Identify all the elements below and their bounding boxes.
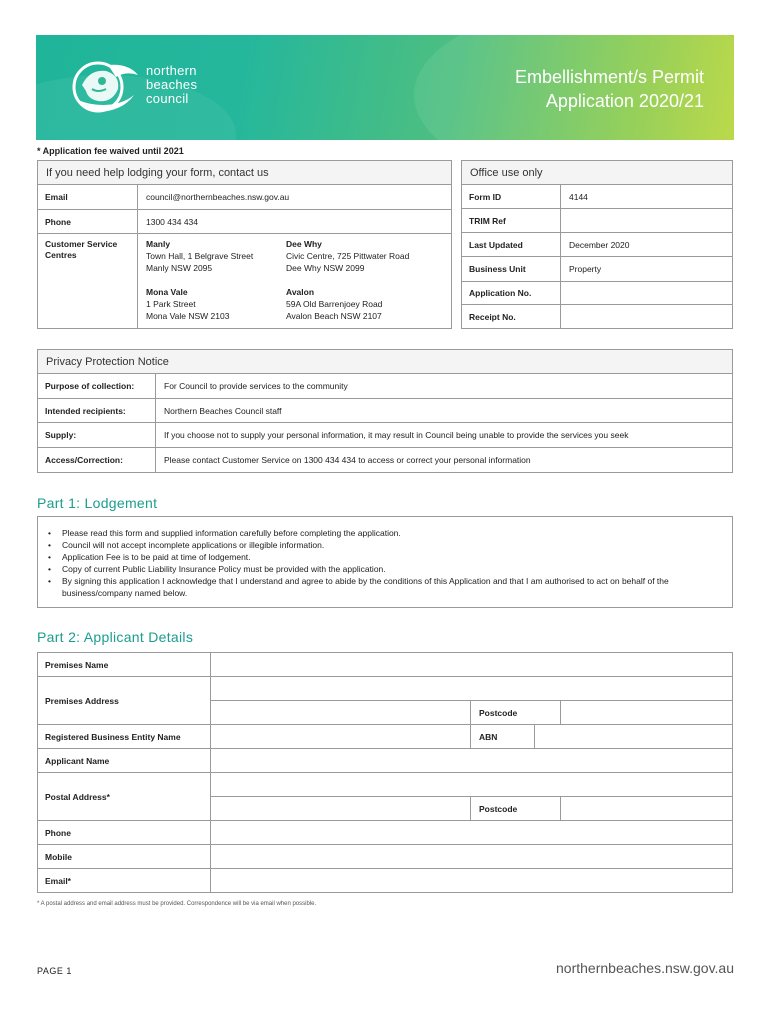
centre-line1: Town Hall, 1 Belgrave Street — [146, 251, 254, 261]
office-value — [561, 209, 732, 232]
email-value[interactable]: council@northernbeaches.nsw.gov.au — [146, 192, 290, 202]
lodgement-box — [37, 516, 733, 608]
list-item: • Application Fee is to be paid at time of lodgement. — [48, 551, 722, 563]
logo-line-2: beaches — [146, 77, 198, 92]
centre-mona-vale — [146, 286, 286, 322]
premises-name-row — [38, 653, 732, 677]
centre-name: Avalon — [286, 287, 315, 297]
postcode-label: Postcode — [470, 701, 561, 724]
premises-address-fields — [211, 677, 732, 724]
office-row — [462, 209, 732, 233]
privacy-label: Supply: — [38, 423, 156, 447]
office-use-box — [461, 160, 733, 329]
office-row — [462, 233, 732, 257]
office-row — [462, 185, 732, 209]
email-label: Email — [38, 185, 138, 209]
centre-line2: Manly NSW 2095 — [146, 263, 213, 273]
applicant-details-form — [37, 652, 733, 893]
centres-list — [138, 234, 451, 328]
logo-wordmark — [146, 64, 197, 106]
premises-address-input-2[interactable] — [211, 701, 470, 724]
postcode-label: Postcode — [470, 797, 561, 820]
email-field-label: Email* — [38, 869, 211, 892]
office-label: Last Updated — [462, 233, 561, 256]
postal-address-label: Postal Address* — [38, 773, 211, 820]
help-contact-box — [37, 160, 452, 329]
office-value — [561, 305, 732, 328]
centres-label: Customer Service Centres — [38, 234, 138, 328]
privacy-row — [38, 374, 732, 399]
footnote: * A postal address and email address must be provided. Correspondence will be via email when possible. — [37, 901, 317, 907]
mobile-field-label: Mobile — [38, 845, 211, 868]
postal-address-input-1[interactable] — [211, 773, 732, 797]
office-label: Application No. — [462, 282, 561, 304]
premises-postcode-input[interactable] — [561, 701, 732, 724]
fee-note: * Application fee waived until 2021 — [37, 146, 184, 156]
privacy-label: Purpose of collection: — [38, 374, 156, 398]
email-field-row — [38, 869, 732, 892]
logo-line-3: council — [146, 91, 189, 106]
part1-title: Part 1: Lodgement — [37, 495, 158, 511]
privacy-box — [37, 349, 733, 473]
phone-row — [38, 210, 451, 234]
list-item: • Please read this form and supplied information carefully before completing the application. — [48, 527, 722, 539]
centre-dee-why — [286, 238, 426, 274]
premises-name-label: Premises Name — [38, 653, 211, 676]
phone-label: Phone — [38, 210, 138, 233]
website-link[interactable]: northernbeaches.nsw.gov.au — [556, 960, 734, 976]
office-heading: Office use only — [462, 161, 732, 185]
centre-line1: 59A Old Barrenjoey Road — [286, 299, 383, 309]
privacy-heading: Privacy Protection Notice — [38, 350, 732, 374]
office-label: Business Unit — [462, 257, 561, 281]
page-title — [515, 65, 704, 113]
header-banner — [36, 35, 734, 140]
privacy-value: For Council to provide services to the community — [164, 381, 348, 391]
privacy-row — [38, 399, 732, 423]
premises-address-input-1[interactable] — [211, 677, 732, 701]
help-heading: If you need help lodging your form, contact us — [38, 161, 451, 185]
centre-name: Dee Why — [286, 239, 322, 249]
postal-address-row — [38, 773, 732, 821]
premises-address-label: Premises Address — [38, 677, 211, 724]
centres-pair-2 — [146, 286, 443, 322]
centre-name: Mona Vale — [146, 287, 188, 297]
centre-name: Manly — [146, 239, 171, 249]
centre-line2: Avalon Beach NSW 2107 — [286, 311, 382, 321]
postal-address-input-2[interactable] — [211, 797, 470, 820]
centre-manly — [146, 238, 286, 274]
privacy-label: Access/Correction: — [38, 448, 156, 472]
applicant-name-label: Applicant Name — [38, 749, 211, 772]
business-entity-fields — [211, 725, 732, 748]
title-line-2: Application 2020/21 — [545, 91, 704, 111]
office-value: Property — [569, 264, 602, 274]
privacy-value: If you choose not to supply your personal information, it may result in Council being unable to provide the services you seek — [164, 430, 629, 440]
mobile-input[interactable] — [211, 845, 732, 868]
abn-input[interactable] — [535, 725, 732, 748]
postal-postcode-input[interactable] — [561, 797, 732, 820]
office-value — [561, 282, 732, 304]
part2-title: Part 2: Applicant Details — [37, 629, 194, 645]
premises-address-row — [38, 677, 732, 725]
lodgement-list — [38, 517, 732, 609]
business-entity-row — [38, 725, 732, 749]
phone-value[interactable]: 1300 434 434 — [146, 216, 198, 227]
mobile-field-row — [38, 845, 732, 869]
office-value: December 2020 — [569, 239, 630, 250]
business-entity-label: Registered Business Entity Name — [38, 725, 211, 748]
list-item: • Copy of current Public Liability Insurance Policy must be provided with the application. — [48, 563, 722, 575]
privacy-row — [38, 423, 732, 448]
abn-label: ABN — [470, 725, 535, 748]
privacy-label: Intended recipients: — [38, 399, 156, 422]
office-label: Receipt No. — [462, 305, 561, 328]
list-item: • Council will not accept incomplete applications or illegible information. — [48, 539, 722, 551]
phone-input[interactable] — [211, 821, 732, 844]
email-input[interactable] — [211, 869, 732, 892]
centres-pair-1 — [146, 238, 443, 274]
office-row — [462, 282, 732, 305]
centre-avalon — [286, 286, 426, 322]
council-logo-icon — [68, 55, 140, 117]
centre-line2: Dee Why NSW 2099 — [286, 263, 365, 273]
office-label: TRIM Ref — [462, 209, 561, 232]
privacy-value: Please contact Customer Service on 1300 434 434 to access or correct your personal information — [164, 455, 531, 465]
postal-address-fields — [211, 773, 732, 820]
business-entity-input[interactable] — [211, 725, 470, 748]
title-line-1: Embellishment/s Permit — [514, 67, 704, 87]
email-row — [38, 185, 451, 210]
office-value: 4144 — [569, 191, 588, 202]
page-number: PAGE 1 — [37, 966, 72, 976]
office-row — [462, 305, 732, 328]
privacy-row — [38, 448, 732, 472]
centre-line1: 1 Park Street — [146, 299, 196, 309]
applicant-name-input[interactable] — [211, 749, 732, 772]
phone-field-row — [38, 821, 732, 845]
list-item: • By signing this application I acknowledge that I understand and agree to abide by the conditions of this Application and that I am authorised to act on behalf of the business/company named below. — [48, 575, 722, 599]
premises-name-input[interactable] — [211, 653, 732, 676]
logo-line-1: northern — [146, 63, 197, 78]
centre-line2: Mona Vale NSW 2103 — [146, 311, 230, 321]
phone-field-label: Phone — [38, 821, 211, 844]
centre-line1: Civic Centre, 725 Pittwater Road — [286, 251, 410, 261]
applicant-name-row — [38, 749, 732, 773]
centres-row — [38, 234, 451, 328]
office-label: Form ID — [462, 185, 561, 208]
privacy-value: Northern Beaches Council staff — [164, 405, 282, 416]
postal-address-line-2 — [211, 797, 732, 820]
premises-address-line-2 — [211, 701, 732, 724]
office-row — [462, 257, 732, 282]
